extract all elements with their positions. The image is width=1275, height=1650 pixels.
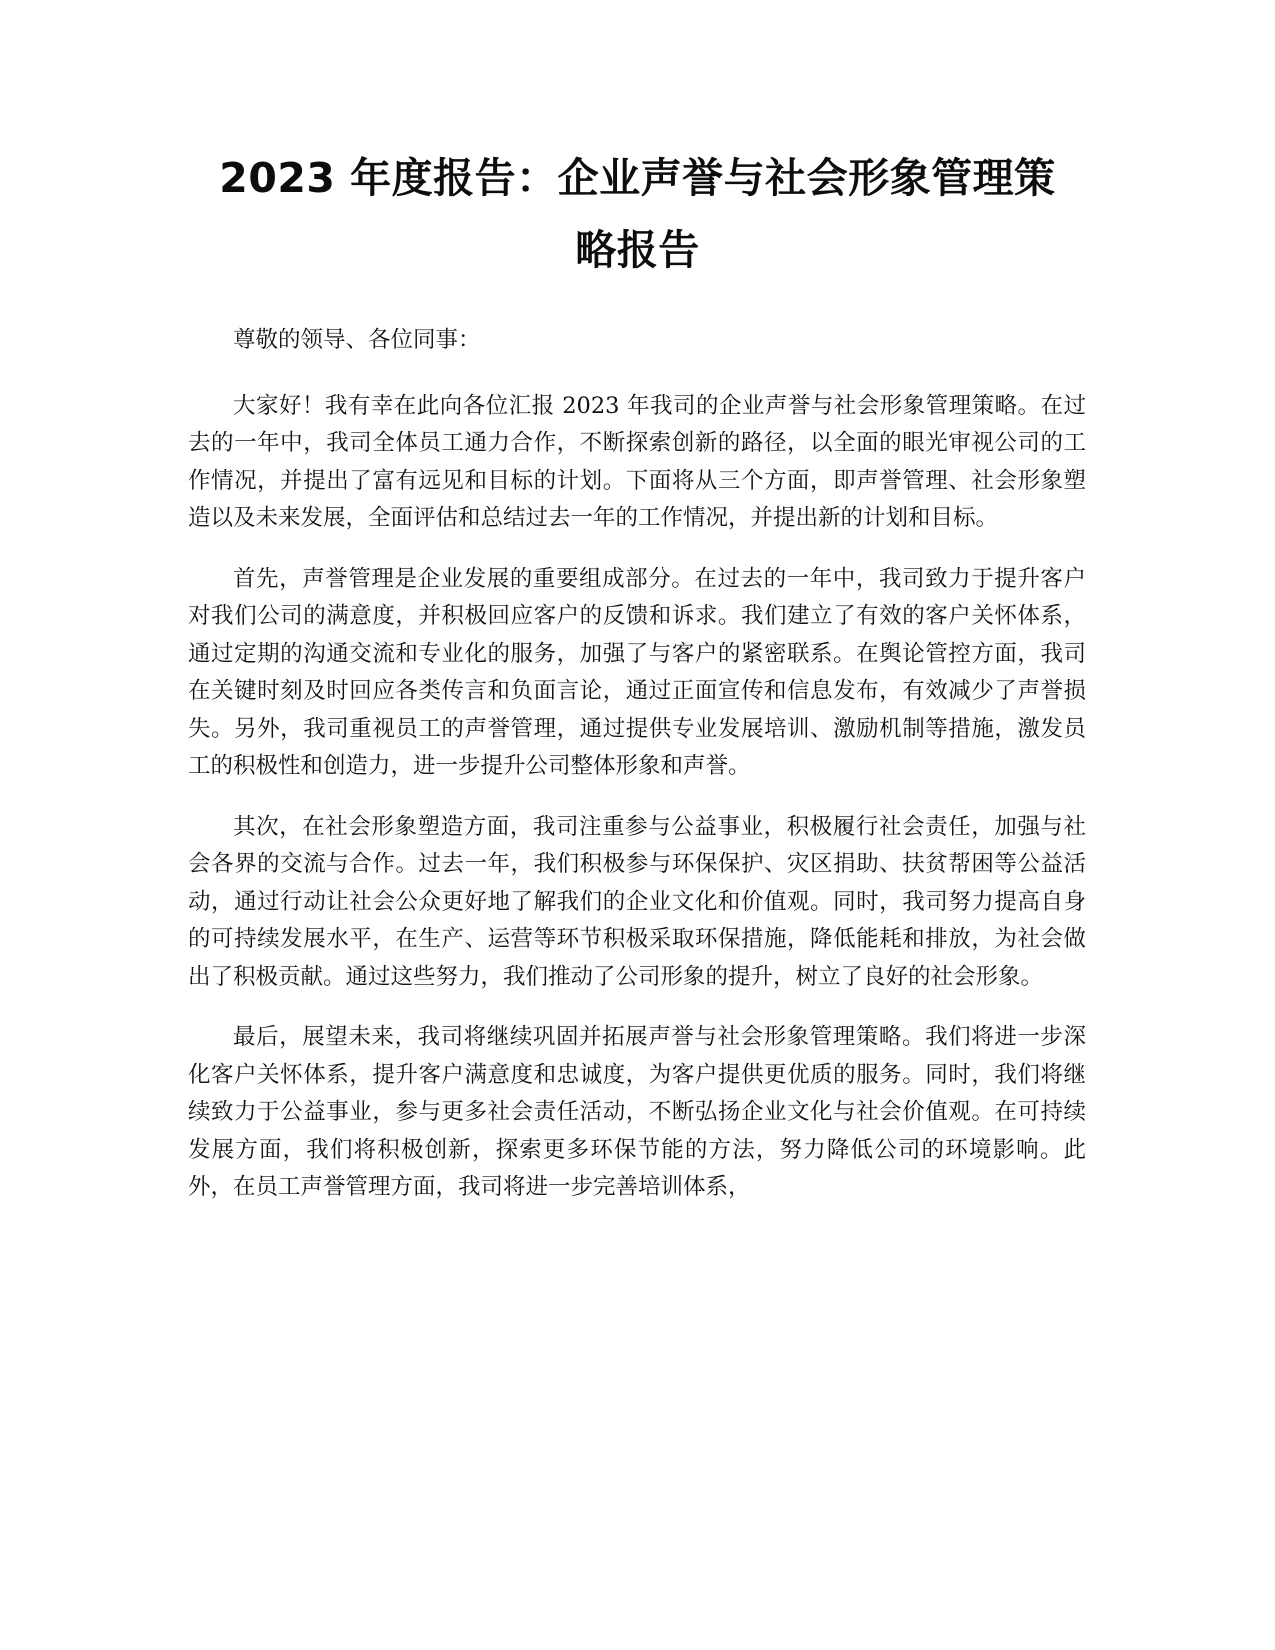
title-line-1: 2023 年度报告：企业声誉与社会形象管理策 — [219, 154, 1056, 202]
paragraph-outlook: 最后，展望未来，我司将继续巩固并拓展声誉与社会形象管理策略。我们将进一步深化客户关怀体系，提升客户满意度和忠诚度，为客户提供更优质的服务。同时，我们将继续致力于公益事业，参与更多社会责任活动，不断弘扬企业文化与社会价值观。在可持续发展方面，我们将积极创新，探索更多环保节能的方法，努力降低公司的环境影响。此外，在员工声誉管理方面，我司将进一步完善培训体系， — [188, 1024, 1086, 1200]
document-body — [188, 322, 1086, 1230]
paragraph-social-image: 其次，在社会形象塑造方面，我司注重参与公益事业，积极履行社会责任，加强与社会各界的交流与合作。过去一年，我们积极参与环保保护、灾区捐助、扶贫帮困等公益活动，通过行动让社会公众更好地了解我们的企业文化和价值观。同时，我司努力提高自身的可持续发展水平，在生产、运营等环节积极采取环保措施，降低能耗和排放，为社会做出了积极贡献。通过这些努力，我们推动了公司形象的提升，树立了良好的社会形象。 — [188, 813, 1086, 990]
paragraph-intro: 大家好！我有幸在此向各位汇报 2023 年我司的企业声誉与社会形象管理策略。在过去的一年中，我司全体员工通力合作，不断探索创新的路径，以全面的眼光审视公司的工作情况，并提出了富有远见和目标的计划。下面将从三个方面，即声誉管理、社会形象塑造以及未来发展，全面评估和总结过去一年的工作情况，并提出新的计划和目标。 — [188, 392, 1086, 531]
title-line-2: 略报告 — [575, 226, 700, 274]
paragraph-reputation-management: 首先，声誉管理是企业发展的重要组成部分。在过去的一年中，我司致力于提升客户对我们公司的满意度，并积极回应客户的反馈和诉求。我们建立了有效的客户关怀体系，通过定期的沟通交流和专业化的服务，加强了与客户的紧密联系。在舆论管控方面，我司在关键时刻及时回应各类传言和负面言论，通过正面宣传和信息发布，有效减少了声誉损失。另外，我司重视员工的声誉管理，通过提供专业发展培训、激励机制等措施，激发员工的积极性和创造力，进一步提升公司整体形象和声誉。 — [188, 565, 1086, 779]
document-title — [180, 142, 1095, 286]
salutation: 尊敬的领导、各位同事： — [233, 327, 481, 353]
